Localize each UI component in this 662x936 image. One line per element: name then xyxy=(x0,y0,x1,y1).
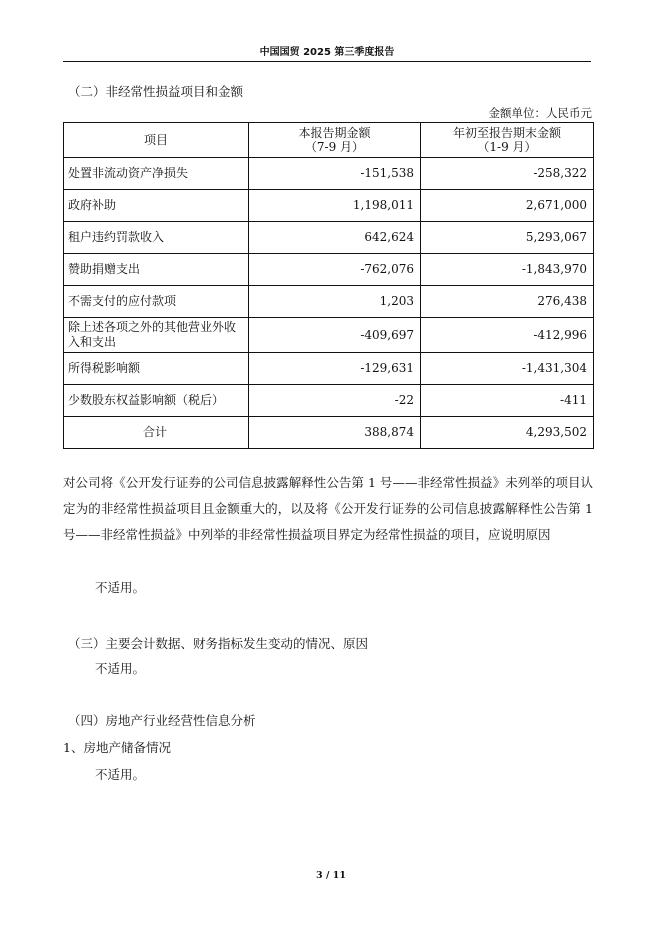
table-total-row xyxy=(64,417,594,449)
table-row xyxy=(64,222,594,254)
table-row xyxy=(64,254,594,286)
row-current: -151,538 xyxy=(249,158,421,190)
row-current: 1,203 xyxy=(249,286,421,318)
row-current: 642,624 xyxy=(249,222,421,254)
row-ytd: -412,996 xyxy=(421,318,594,353)
total-label: 合计 xyxy=(64,417,249,449)
table-row xyxy=(64,385,594,417)
row-ytd: 276,438 xyxy=(421,286,594,318)
total-ytd: 4,293,502 xyxy=(421,417,594,449)
page-header: 中国国贸 2025 第三季度报告 xyxy=(259,47,395,58)
table-row xyxy=(64,318,594,353)
row-ytd: -1,431,304 xyxy=(421,353,594,385)
row-label: 赞助捐赠支出 xyxy=(64,254,249,286)
row-label: 除上述各项之外的其他营业外收入和支出 xyxy=(64,318,249,353)
header-divider xyxy=(63,61,591,62)
row-label: 政府补助 xyxy=(64,190,249,222)
table-row xyxy=(64,353,594,385)
row-label: 租户违约罚款收入 xyxy=(64,222,249,254)
column-header-item: 项目 xyxy=(64,123,249,158)
column-header-ytd: 年初至报告期末金额 （1-9 月） xyxy=(421,123,594,158)
row-ytd: 2,671,000 xyxy=(421,190,594,222)
row-current: -22 xyxy=(249,385,421,417)
section-title-nonrecurring: （二）非经常性损益项目和金额 xyxy=(68,84,244,99)
nonrecurring-items-table xyxy=(63,122,594,449)
nonrecurring-note-answer: 不适用。 xyxy=(95,580,146,595)
row-ytd: -258,322 xyxy=(421,158,594,190)
row-current: 1,198,011 xyxy=(249,190,421,222)
real-estate-reserve-answer: 不适用。 xyxy=(95,767,146,782)
section-title-real-estate: （四）房地产行业经营性信息分析 xyxy=(68,713,256,728)
real-estate-reserve-heading: 1、房地产储备情况 xyxy=(63,740,171,755)
row-label: 所得税影响额 xyxy=(64,353,249,385)
financial-changes-answer: 不适用。 xyxy=(95,661,146,676)
row-current: -409,697 xyxy=(249,318,421,353)
row-current: -129,631 xyxy=(249,353,421,385)
table-row xyxy=(64,158,594,190)
row-current: -762,076 xyxy=(249,254,421,286)
table-row xyxy=(64,286,594,318)
amount-unit: 金额单位：人民币元 xyxy=(488,106,592,120)
column-header-current: 本报告期金额 （7-9 月） xyxy=(249,123,421,158)
page-number: 3 / 11 xyxy=(316,870,346,881)
row-ytd: 5,293,067 xyxy=(421,222,594,254)
row-label: 不需支付的应付款项 xyxy=(64,286,249,318)
row-ytd: -1,843,970 xyxy=(421,254,594,286)
row-label: 处置非流动资产净损失 xyxy=(64,158,249,190)
total-current: 388,874 xyxy=(249,417,421,449)
table-header-row xyxy=(64,123,594,158)
row-ytd: -411 xyxy=(421,385,594,417)
table-row xyxy=(64,190,594,222)
row-label: 少数股东权益影响额（税后） xyxy=(64,385,249,417)
nonrecurring-note-paragraph: 对公司将《公开发行证券的公司信息披露解释性公告第 1 号——非经常性损益》未列举的项目认定为的非经常性损益项目且金额重大的，以及将《公开发行证券的公司信息披露解释性公告第 1 号——非经常性损益》中列举的非经常性损益项目界定为经常性损益的项目，应说明原因 xyxy=(63,475,593,542)
section-title-financial-changes: （三）主要会计数据、财务指标发生变动的情况、原因 xyxy=(68,636,369,651)
